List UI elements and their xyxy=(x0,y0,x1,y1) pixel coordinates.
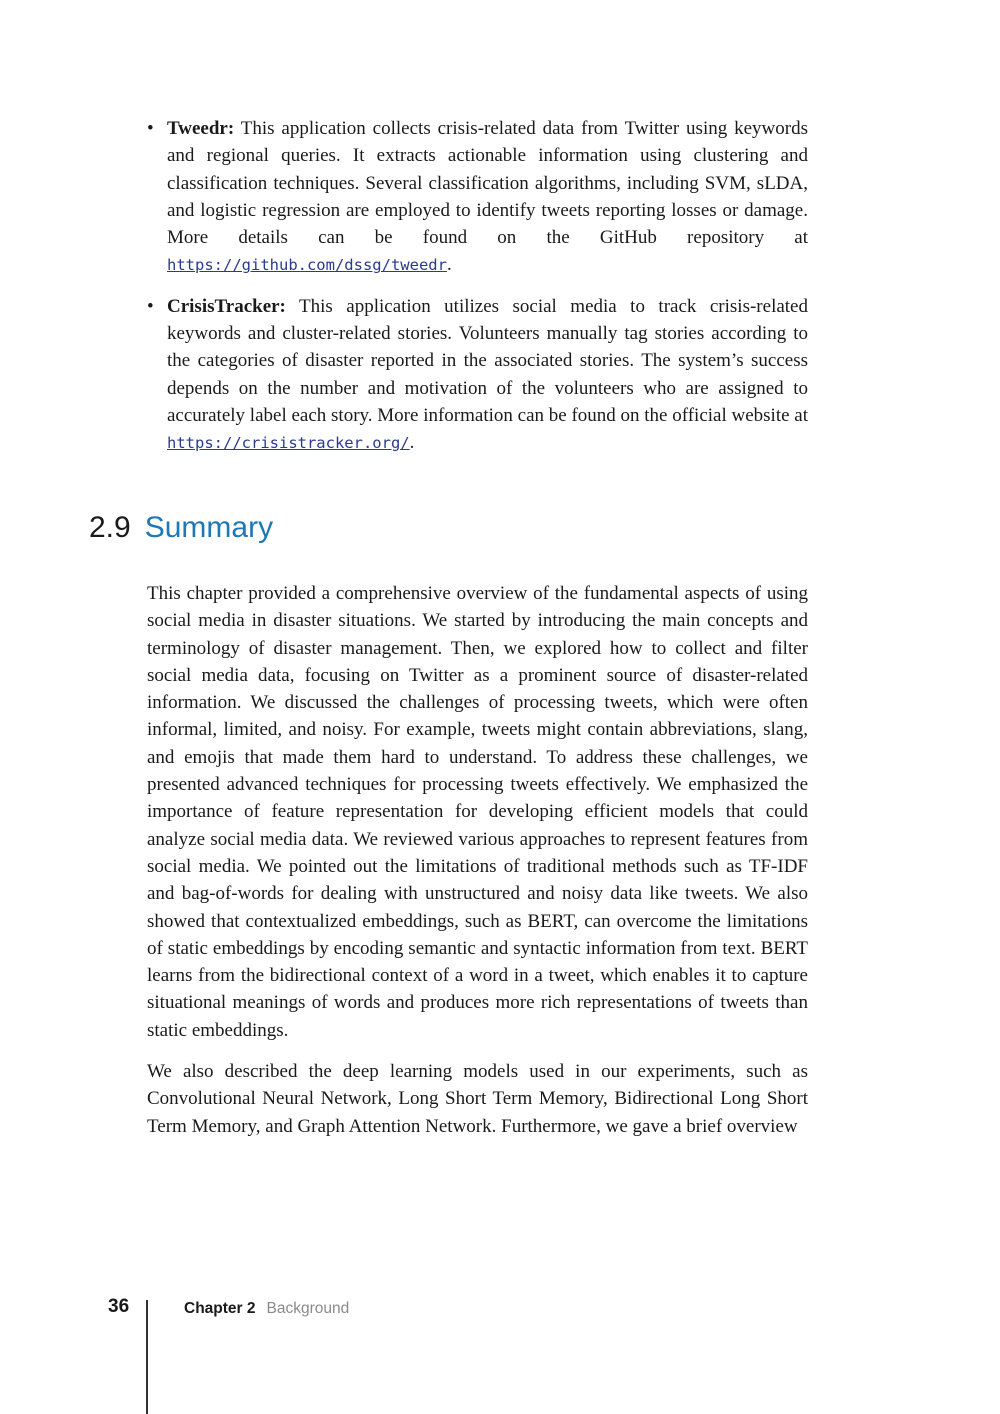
term-tweedr: Tweedr: xyxy=(167,118,235,139)
link-crisistracker-website[interactable]: https://crisistracker.org/ xyxy=(167,434,410,453)
section-title: Summary xyxy=(144,511,274,544)
page-number: 36 xyxy=(108,1296,130,1317)
bullet-icon: • xyxy=(147,118,154,139)
running-footer xyxy=(184,1300,349,1318)
list-item-tweedr: • Tweedr: This application collects crisis-related data from Twitter using keywords and regional queries. It extracts actionable information using clustering and classification techniques. Several classification algorithms, including SVM, sLDA, and logistic regression are employed to identify tweets reporting losses or damage. More details can be found on the GitHub repository at https://github.com/dssg/tweedr. xyxy=(147,115,808,280)
bullet-icon: • xyxy=(147,295,154,317)
section-heading xyxy=(89,508,273,548)
footer-chapter-label: Chapter 2 xyxy=(184,1300,256,1317)
link-tweedr-github[interactable]: https://github.com/dssg/tweedr xyxy=(167,256,447,275)
footer-divider xyxy=(146,1300,148,1414)
description-crisistracker: This application utilizes social media to track crisis-related keywords and cluster-related stories. Volunteers manually tag stories according to the categories of disaster reported in the associated stories. The system’s success depends on the number and motivation of the volunteers who are assigned to accurately label each story. More information can be found on the official website at xyxy=(167,295,808,426)
description-tweedr: This application collects crisis-related data from Twitter using keywords and regional queries. It extracts actionable information using clustering and classification techniques. Several classification algorithms, including SVM, sLDA, and logistic regression are employed to identify tweets reporting losses or damage. More details can be found on the GitHub repository at xyxy=(167,118,808,249)
tool-list xyxy=(147,115,808,471)
summary-paragraph-2: We also described the deep learning models used in our experiments, such as Convolutional Neural Network, Long Short Term Memory, Bidirectional Long Short Term Memory, and Graph Attention Network. Furthermore, we gave a brief overview xyxy=(147,1061,808,1137)
summary-paragraph-1: This chapter provided a comprehensive overview of the fundamental aspects of using social media in disaster situations. We started by introducing the main concepts and terminology of disaster management. Then, we explored how to collect and filter social media data, focusing on Twitter as a prominent source of disaster-related information. We discussed the challenges of processing tweets, which were often informal, limited, and noisy. For example, tweets might contain abbreviations, slang, and emojis that made them hard to understand. To address these challenges, we presented advanced techniques for processing tweets effectively. We emphasized the importance of feature representation for developing efficient models that could analyze social media data. We reviewed various approaches to represent features from social media. We pointed out the limitations of traditional methods such as TF-IDF and bag-of-words for dealing with unstructured and noisy data like tweets. We also showed that contextualized embeddings, such as BERT, can overcome the limitations of static embeddings by encoding semantic and syntactic information from text. BERT learns from the bidirectional context of a word in a tweet, which enables it to capture situational meanings of words and produces more rich representations of tweets than static embeddings. xyxy=(147,583,808,1041)
term-crisistracker: CrisisTracker: xyxy=(167,295,286,317)
footer-chapter-title: Background xyxy=(266,1300,350,1317)
list-item-crisistracker: • CrisisTracker: This application utilizes social media to track crisis-related keywords and cluster-related stories. Volunteers manually tag stories according to the categories of disaster reported in the associated stories. The system’s success depends on the number and motivation of the volunteers who are assigned to accurately label each story. More information can be found on the official website at https://crisistracker.org/. xyxy=(147,293,808,458)
section-number: 2.9 xyxy=(89,511,131,544)
